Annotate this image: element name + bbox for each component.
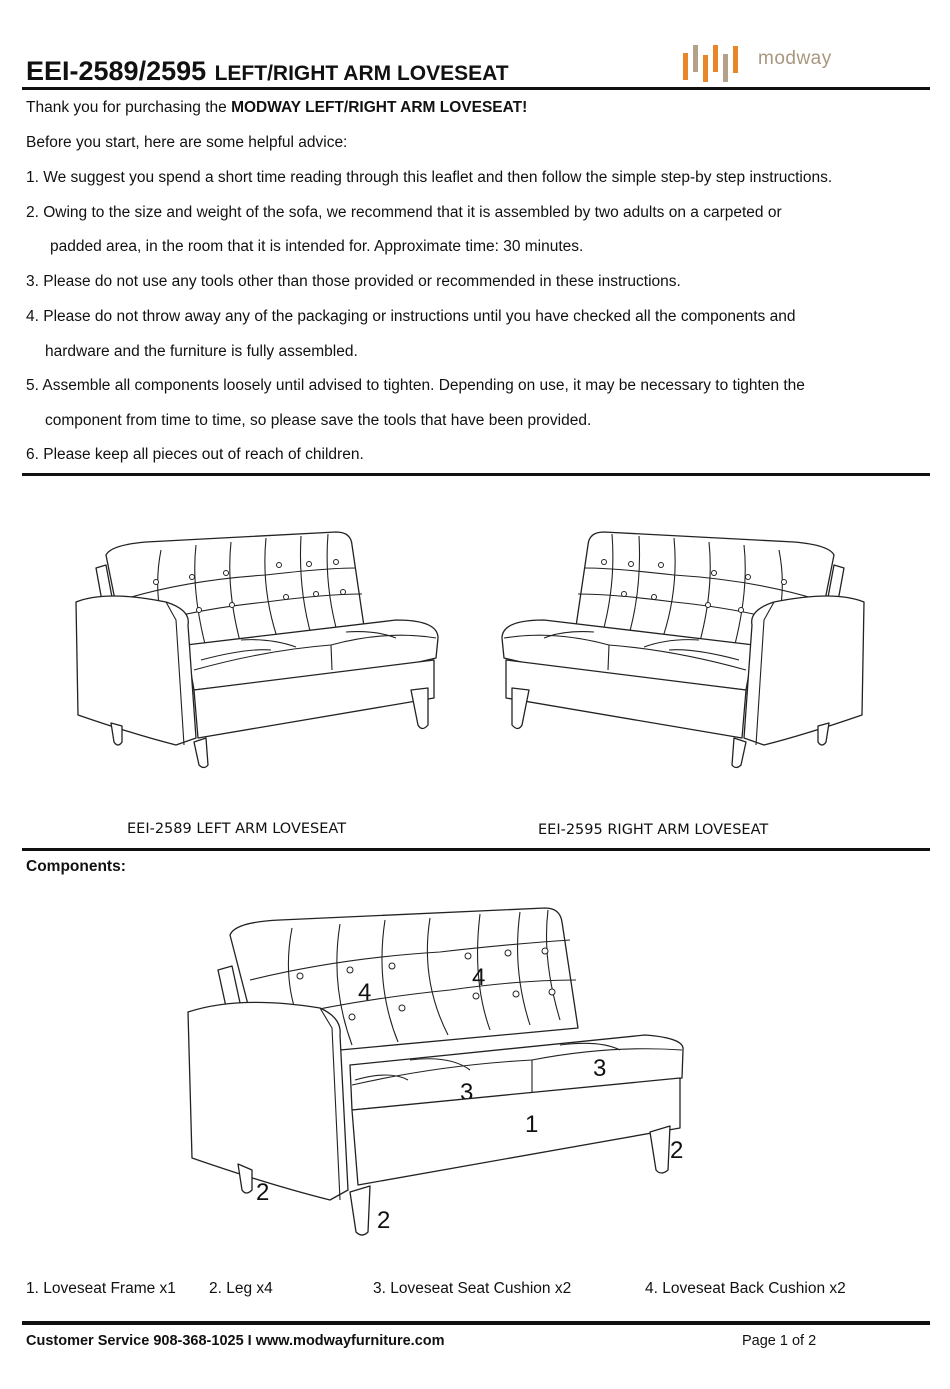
modway-logo (680, 38, 840, 86)
right-arm-caption: EEI-2595 RIGHT ARM LOVESEAT (538, 822, 769, 838)
advice-item-5-cont: component from time to time, so please save the tools that have been provided. (45, 412, 592, 429)
right-arm-loveseat-illustration (494, 520, 874, 770)
thank-you-line (26, 99, 527, 117)
products-divider (22, 848, 930, 851)
footer-divider (22, 1321, 930, 1325)
callout-seat-cushion-right: 3 (593, 1055, 607, 1082)
header-divider (22, 87, 930, 90)
components-heading: Components: (26, 858, 126, 875)
callout-leg-back-right: 2 (670, 1137, 684, 1164)
callout-seat-cushion-left: 3 (460, 1079, 474, 1106)
advice-heading: Before you start, here are some helpful advice: (26, 134, 348, 151)
document-title (26, 56, 509, 87)
component-item-back-cushion: 4. Loveseat Back Cushion x2 (645, 1280, 846, 1297)
advice-item-4: 4. Please do not throw away any of the packaging or instructions until you have checked all the components and (26, 308, 796, 325)
customer-service-info: Customer Service 908-368-1025 I www.modwayfurniture.com (26, 1333, 445, 1349)
product-name-bold: MODWAY LEFT/RIGHT ARM LOVESEAT! (231, 99, 528, 116)
callout-leg-front: 2 (377, 1207, 391, 1234)
callout-leg-back-left: 2 (256, 1179, 270, 1206)
advice-item-6: 6. Please keep all pieces out of reach of children. (26, 446, 364, 463)
component-item-seat-cushion: 3. Loveseat Seat Cushion x2 (373, 1280, 572, 1297)
component-item-frame: 1. Loveseat Frame x1 (26, 1280, 176, 1297)
callout-back-cushion-right: 4 (472, 964, 486, 991)
advice-item-2: 2. Owing to the size and weight of the sofa, we recommend that it is assembled by two adults on a carpeted or (26, 204, 782, 221)
component-item-leg: 2. Leg x4 (209, 1280, 273, 1297)
advice-item-4-cont: hardware and the furniture is fully assembled. (45, 343, 358, 360)
advice-item-3: 3. Please do not use any tools other than those provided or recommended in these instructions. (26, 273, 681, 290)
thank-you-text: Thank you for purchasing the (26, 99, 232, 116)
advice-item-1: 1. We suggest you spend a short time reading through this leaflet and then follow the simple step-by step instructions. (26, 169, 833, 186)
logo-wordmark: modway (758, 48, 832, 69)
advice-item-2-cont: padded area, in the room that it is intended for. Approximate time: 30 minutes. (50, 238, 584, 255)
page-number: Page 1 of 2 (742, 1333, 817, 1349)
model-code: EEI-2589/2595 (26, 56, 207, 86)
components-illustration (180, 900, 700, 1240)
callout-back-cushion-left: 4 (358, 979, 372, 1006)
intro-divider (22, 473, 930, 476)
callout-frame: 1 (525, 1111, 539, 1138)
product-name: LEFT/RIGHT ARM LOVESEAT (214, 62, 509, 85)
advice-item-5: 5. Assemble all components loosely until advised to tighten. Depending on use, it may be necessary to tighten the (26, 377, 805, 394)
left-arm-caption: EEI-2589 LEFT ARM LOVESEAT (127, 821, 347, 837)
left-arm-loveseat-illustration (66, 520, 446, 770)
